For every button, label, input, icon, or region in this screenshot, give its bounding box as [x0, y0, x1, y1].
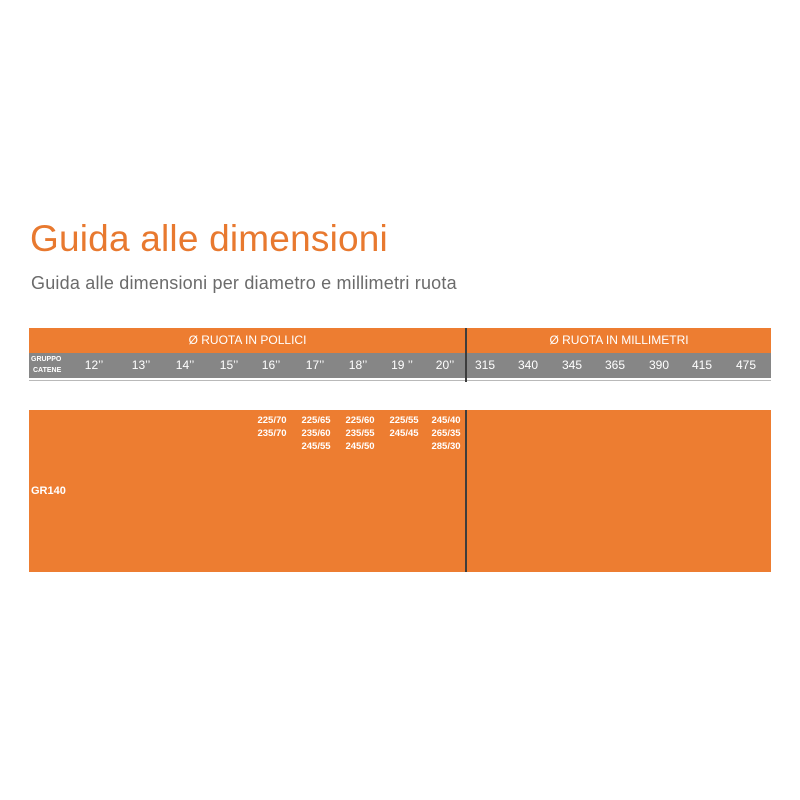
- group-label-line2: CATENE: [33, 367, 62, 374]
- inch-header-12: 12’’: [84, 358, 104, 372]
- section-title-millimeters: Ø RUOTA IN MILLIMETRI: [549, 333, 689, 347]
- group-column-header: [31, 354, 61, 376]
- mm-header-345: 345: [561, 358, 583, 372]
- size-list-16: [250, 414, 294, 440]
- page-subtitle: Guida alle dimensioni per diametro e millimetri ruota: [31, 273, 457, 293]
- tire-size: 285/30: [431, 441, 461, 452]
- mm-header-390: 390: [648, 358, 670, 372]
- size-list-20: [424, 414, 468, 453]
- tire-size: 265/35: [431, 428, 461, 439]
- tire-size: 245/55: [301, 441, 331, 452]
- size-list-18: [338, 414, 382, 453]
- section-divider-line: [465, 328, 467, 382]
- section-title-inches: Ø RUOTA IN POLLICI: [188, 333, 307, 347]
- inch-header-14: 14’’: [175, 358, 195, 372]
- mm-header-315: 315: [474, 358, 496, 372]
- size-list-19: [382, 414, 426, 440]
- tire-size: 245/40: [431, 415, 461, 426]
- inch-header-20: 20’’: [435, 358, 455, 372]
- tire-size: 225/60: [345, 415, 375, 426]
- size-list-17: [294, 414, 338, 453]
- header-divider: [29, 380, 771, 381]
- page-title: Guida alle dimensioni: [30, 218, 388, 259]
- tire-size: 245/45: [389, 428, 419, 439]
- tire-size: 235/70: [257, 428, 287, 439]
- tire-size: 225/65: [301, 415, 331, 426]
- inch-header-13: 13’’: [131, 358, 151, 372]
- group-label-line1: GRUPPO: [31, 356, 62, 363]
- tire-size: 245/50: [345, 441, 375, 452]
- inch-header-19: 19 ’’: [391, 358, 413, 372]
- mm-header-365: 365: [604, 358, 626, 372]
- inch-header-16: 16’’: [261, 358, 281, 372]
- inch-header-17: 17’’: [305, 358, 325, 372]
- tire-size: 235/55: [345, 428, 375, 439]
- mm-header-415: 415: [691, 358, 713, 372]
- tire-size: 225/55: [389, 415, 419, 426]
- inch-header-15: 15’’: [219, 358, 239, 372]
- tire-size: 235/60: [301, 428, 331, 439]
- row-group-label: GR140: [31, 485, 66, 497]
- inch-header-18: 18’’: [348, 358, 368, 372]
- tire-size: 225/70: [257, 415, 287, 426]
- mm-header-340: 340: [517, 358, 539, 372]
- mm-header-475: 475: [735, 358, 757, 372]
